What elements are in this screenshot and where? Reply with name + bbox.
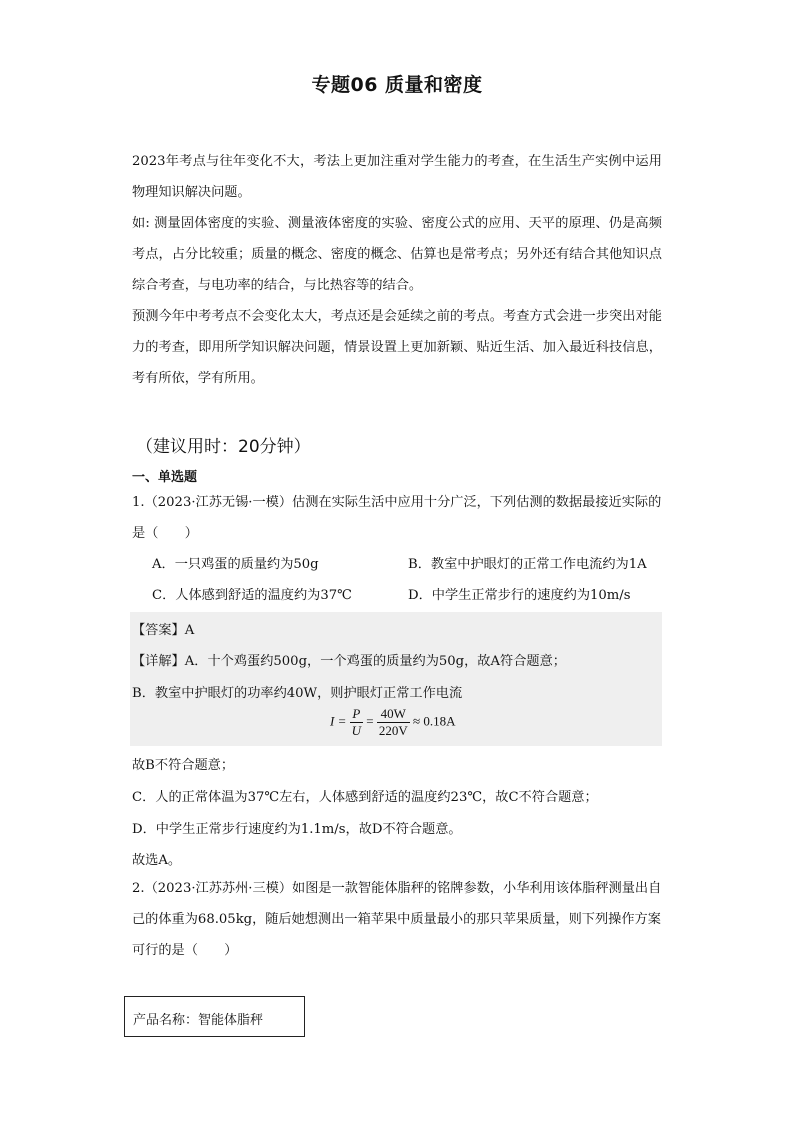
detail-a: 【详解】A．十个鸡蛋约500g，一个鸡蛋的质量约为50g，故A符合题意； xyxy=(132,654,566,669)
suggested-time: （建议用时：20分钟） xyxy=(136,437,311,457)
formula-40w: 40W xyxy=(377,706,410,723)
nameplate-product-name: 产品名称：智能体脂秤 xyxy=(133,1013,264,1028)
formula-result: ≈ 0.18A xyxy=(412,713,456,729)
formula-fraction-values xyxy=(377,706,410,739)
question-1-stem: 1.（2023·江苏无锡·一模）估测在实际生活中应用十分广泛，下列估测的数据最接近实际的是（ ） xyxy=(132,495,662,541)
question-2-stem: 2.（2023·江苏苏州·三模）如图是一款智能体脂秤的铭牌参数，小华利用该体脂秤测量出自己的体重为68.05kg，随后她想测出一箱苹果中质量最小的那只苹果质量，则下列操作方案可行的是（ ） xyxy=(132,881,662,958)
detail-d: D．中学生正常步行速度约为1.1m/s，故D不符合题意。 xyxy=(132,822,462,837)
formula-u: U xyxy=(351,723,361,738)
conclusion: 故选A。 xyxy=(132,853,182,868)
after-b: 故B不符合题意； xyxy=(132,758,235,773)
answer-label: 【答案】A xyxy=(132,623,195,638)
detail-c: C．人的正常体温为37℃左右，人体感到舒适的温度约23℃，故C不符合题意； xyxy=(132,790,598,805)
formula-equals: = xyxy=(366,713,374,729)
intro-paragraph-3: 预测今年中考考点不会变化太大，考点还是会延续之前的考点。考查方式会进一步突出对能力的考查，即用所学知识解决问题，情景设置上更加新颖、贴近生活、加入最近科技信息，考有所依，学有所用。 xyxy=(132,309,662,386)
formula-220v: 220V xyxy=(378,723,408,738)
formula-p: P xyxy=(350,706,363,723)
section-title: 一、单选题 xyxy=(132,470,198,485)
intro-paragraph-2: 如: 测量固体密度的实验、测量液体密度的实验、密度公式的应用、天平的原理、仍是高频考点，占分比较重；质量的概念、密度的概念、估算也是常考点；另外还有结合其他知识点综合考查，与电功率的结合，与比热容等的结合。 xyxy=(132,216,662,293)
question-1-option-b: B．教室中护眼灯的正常工作电流约为1A xyxy=(408,557,647,572)
question-1-option-c: C．人体感到舒适的温度约为37℃ xyxy=(152,588,352,603)
intro-paragraph-1: 2023年考点与往年变化不大，考法上更加注重对学生能力的考查，在生活生产实例中运用物理知识解决问题。 xyxy=(132,154,662,200)
page-title: 专题06 质量和密度 xyxy=(311,74,483,96)
formula-fraction-pu xyxy=(350,706,363,739)
question-1-option-a: A．一只鸡蛋的质量约为50g xyxy=(152,557,319,572)
formula-lhs: I = xyxy=(330,713,347,729)
nameplate-table xyxy=(124,996,305,1037)
current-formula xyxy=(330,706,456,739)
question-1-option-d: D．中学生正常步行的速度约为10m/s xyxy=(408,588,631,603)
detail-b: B．教室中护眼灯的功率约40W，则护眼灯正常工作电流 xyxy=(132,686,463,701)
